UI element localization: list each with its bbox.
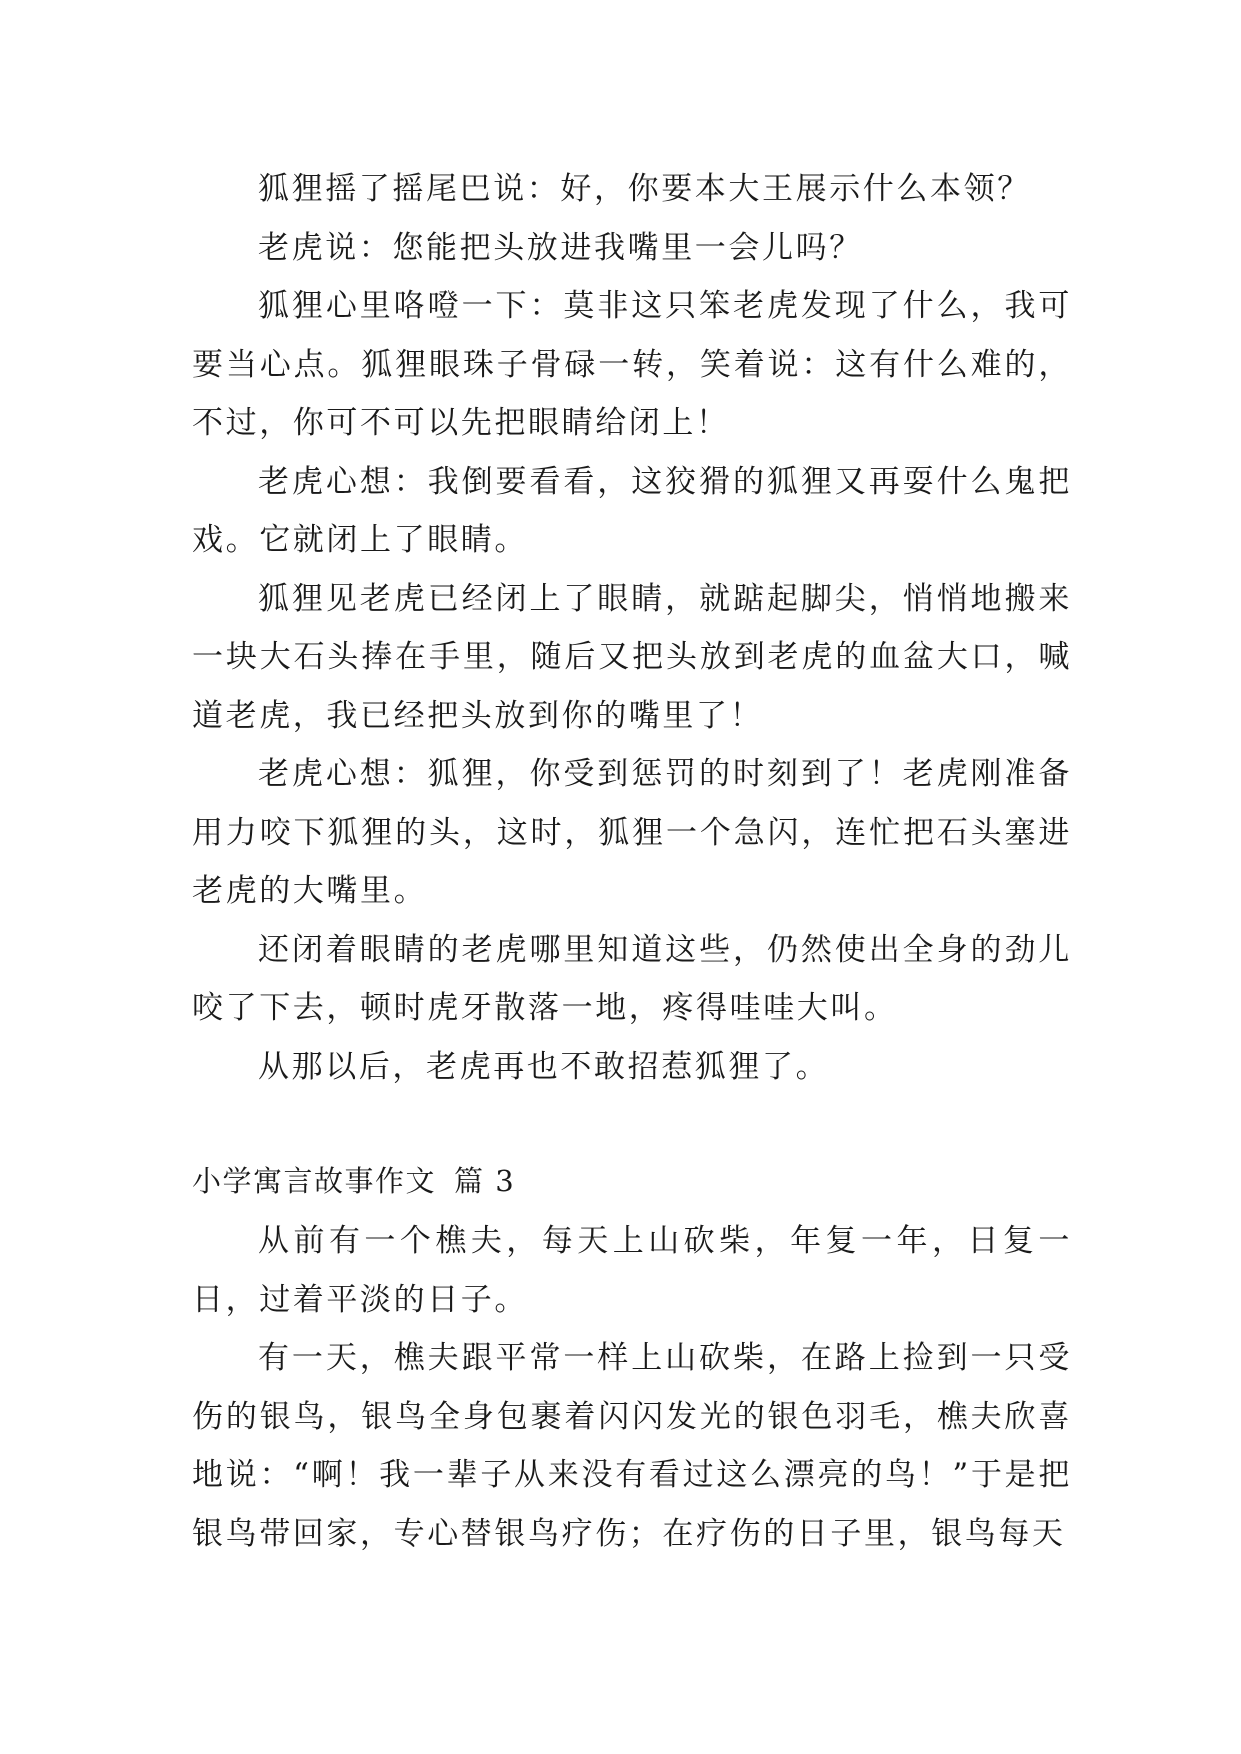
paragraph: 有一天，樵夫跟平常一样上山砍柴，在路上捡到一只受伤的银鸟，银鸟全身包裹着闪闪发光的银色羽毛，樵夫欣喜地说：“啊！我一辈子从来没有看过这么漂亮的鸟！”于是把银鸟带回家，专心替银鸟疗伤；在疗伤的日子里，银鸟每天 xyxy=(192,1340,1072,1552)
paragraph: 老虎心想：我倒要看看，这狡猾的狐狸又再耍什么鬼把戏。它就闭上了眼睛。 xyxy=(192,463,1072,558)
paragraph: 狐狸摇了摇尾巴说：好，你要本大王展示什么本领？ xyxy=(258,171,1031,207)
section-part-label: 篇 3 xyxy=(454,1164,516,1198)
paragraph: 狐狸见老虎已经闭上了眼睛，就踮起脚尖，悄悄地搬来一块大石头捧在手里，随后又把头放到老虎的血盆大口，喊道老虎，我已经把头放到你的嘴里了！ xyxy=(192,580,1072,734)
paragraph: 从那以后，老虎再也不敢招惹狐狸了。 xyxy=(258,1048,830,1085)
paragraph: 狐狸心里咯噔一下：莫非这只笨老虎发现了什么，我可要当心点。狐狸眼珠子骨碌一转，笑着说：这有什么难的，不过，你可不可以先把眼睛给闭上！ xyxy=(192,288,1072,441)
paragraph: 从前有一个樵夫，每天上山砍柴，年复一年，日复一日，过着平淡的日子。 xyxy=(192,1223,1072,1318)
section-heading xyxy=(192,1152,1072,1210)
paragraph: 还闭着眼睛的老虎哪里知道这些，仍然使出全身的劲儿咬了下去，顿时虎牙散落一地，疼得哇哇大叫。 xyxy=(192,931,1072,1026)
paragraph: 老虎说：您能把头放进我嘴里一会儿吗？ xyxy=(258,229,863,266)
paragraph: 老虎心想：狐狸，你受到惩罚的时刻到了！老虎刚准备用力咬下狐狸的头，这时，狐狸一个急闪，连忙把石头塞进老虎的大嘴里。 xyxy=(192,756,1072,909)
document-page xyxy=(192,160,1072,1563)
section-title: 小学寓言故事作文 xyxy=(192,1164,437,1198)
